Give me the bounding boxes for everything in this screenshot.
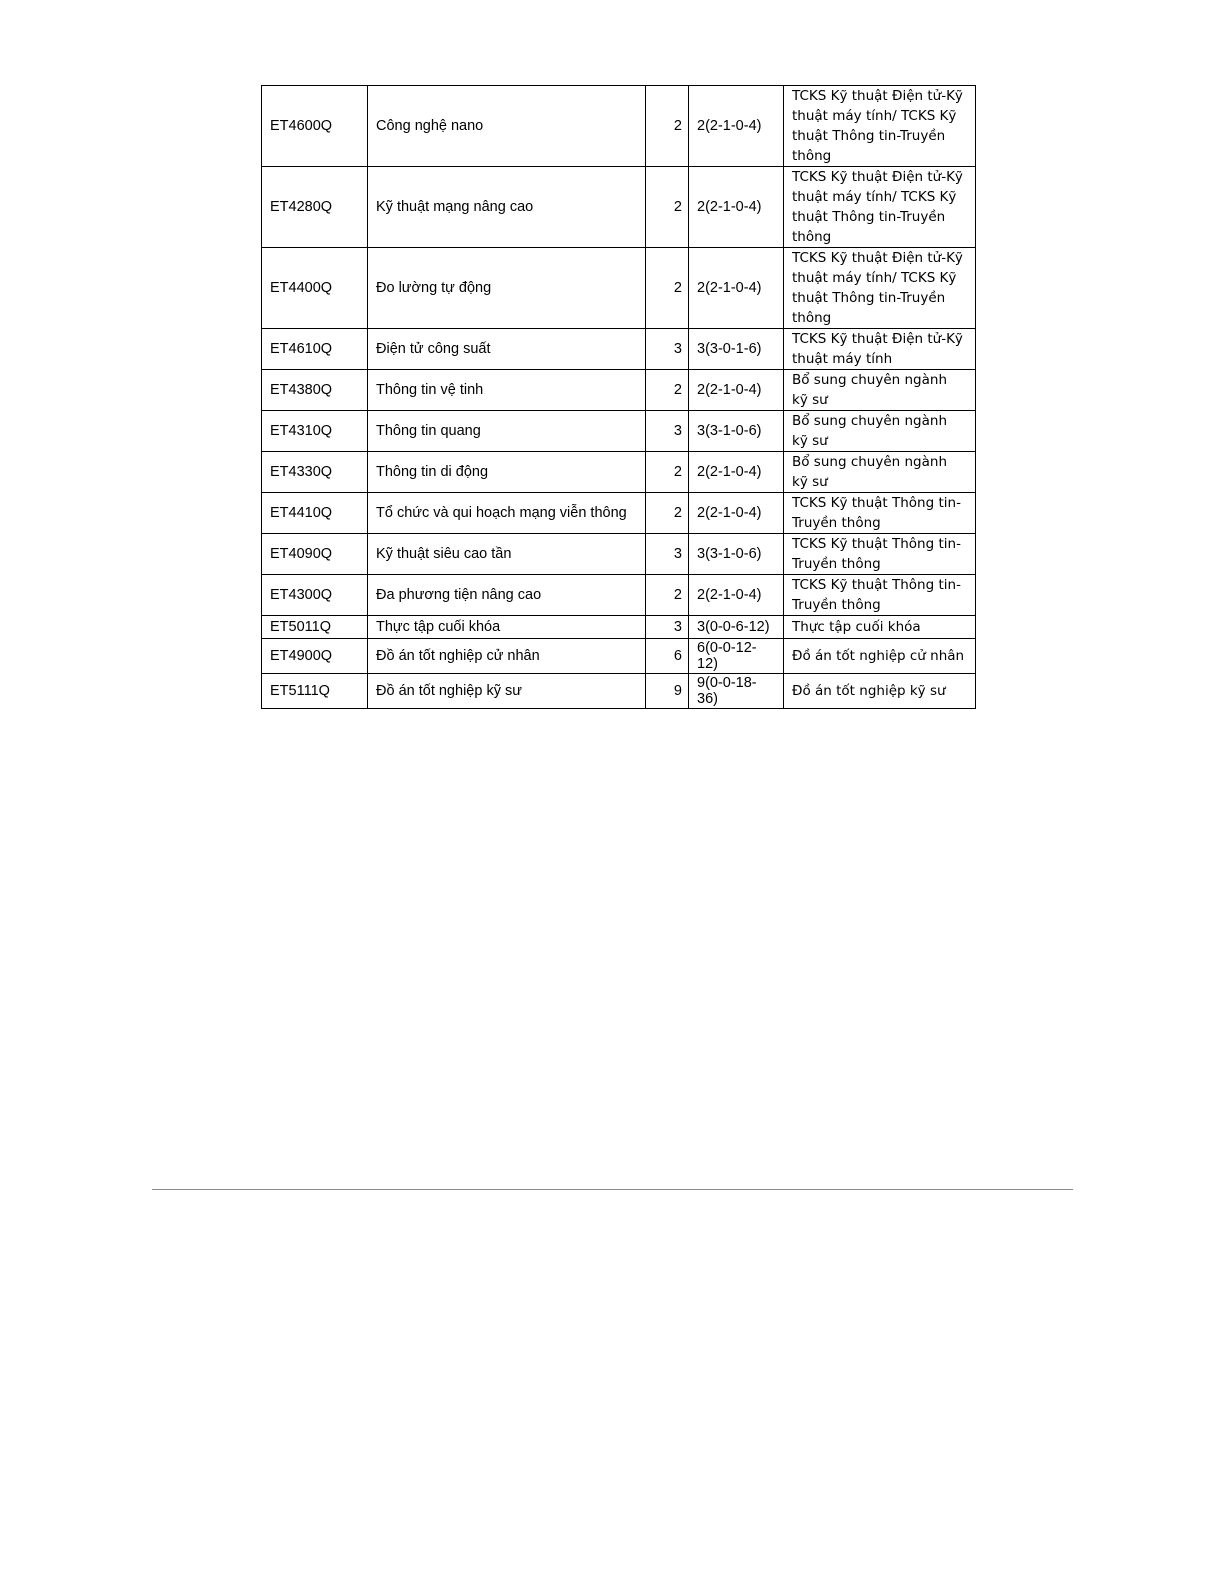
course-hours: 3(0-0-6-12) xyxy=(689,616,784,639)
course-note: Đồ án tốt nghiệp kỹ sư xyxy=(784,674,976,709)
course-note: TCKS Kỹ thuật Thông tin-Truyền thông xyxy=(784,575,976,616)
course-credits: 3 xyxy=(646,411,689,452)
course-credits: 2 xyxy=(646,248,689,329)
course-hours: 2(2-1-0-4) xyxy=(689,575,784,616)
table-row xyxy=(262,329,976,370)
course-note: TCKS Kỹ thuật Điện tử-Kỹ thuật máy tính xyxy=(784,329,976,370)
course-note: Bổ sung chuyên ngành kỹ sư xyxy=(784,370,976,411)
table-row xyxy=(262,493,976,534)
course-name: Tổ chức và qui hoạch mạng viễn thông xyxy=(368,493,646,534)
course-name: Đo lường tự động xyxy=(368,248,646,329)
course-code: ET4610Q xyxy=(262,329,368,370)
course-name: Thực tập cuối khóa xyxy=(368,616,646,639)
course-name: Thông tin quang xyxy=(368,411,646,452)
course-hours: 2(2-1-0-4) xyxy=(689,167,784,248)
course-code: ET4410Q xyxy=(262,493,368,534)
course-hours: 3(3-0-1-6) xyxy=(689,329,784,370)
course-credits: 2 xyxy=(646,493,689,534)
course-name: Đồ án tốt nghiệp cử nhân xyxy=(368,639,646,674)
course-hours: 2(2-1-0-4) xyxy=(689,86,784,167)
course-note: Thực tập cuối khóa xyxy=(784,616,976,639)
course-note: TCKS Kỹ thuật Điện tử-Kỹ thuật máy tính/ TCKS Kỹ thuật Thông tin-Truyền thông xyxy=(784,167,976,248)
course-note: TCKS Kỹ thuật Thông tin-Truyền thông xyxy=(784,493,976,534)
course-code: ET4400Q xyxy=(262,248,368,329)
course-code: ET5011Q xyxy=(262,616,368,639)
table-row xyxy=(262,248,976,329)
course-name: Đa phương tiện nâng cao xyxy=(368,575,646,616)
course-hours: 2(2-1-0-4) xyxy=(689,452,784,493)
table-row xyxy=(262,370,976,411)
course-credits: 3 xyxy=(646,534,689,575)
course-credits: 2 xyxy=(646,167,689,248)
course-note: TCKS Kỹ thuật Điện tử-Kỹ thuật máy tính/ TCKS Kỹ thuật Thông tin-Truyền thông xyxy=(784,248,976,329)
course-hours: 6(0-0-12-12) xyxy=(689,639,784,674)
course-code: ET4330Q xyxy=(262,452,368,493)
course-credits: 2 xyxy=(646,575,689,616)
table-row xyxy=(262,411,976,452)
table-row xyxy=(262,575,976,616)
course-code: ET4090Q xyxy=(262,534,368,575)
table-row xyxy=(262,639,976,674)
course-code: ET4600Q xyxy=(262,86,368,167)
course-note: Bổ sung chuyên ngành kỹ sư xyxy=(784,452,976,493)
course-code: ET4380Q xyxy=(262,370,368,411)
course-hours: 3(3-1-0-6) xyxy=(689,534,784,575)
course-hours: 9(0-0-18-36) xyxy=(689,674,784,709)
course-code: ET4280Q xyxy=(262,167,368,248)
course-note: TCKS Kỹ thuật Điện tử-Kỹ thuật máy tính/ TCKS Kỹ thuật Thông tin-Truyền thông xyxy=(784,86,976,167)
course-credits: 3 xyxy=(646,616,689,639)
course-credits: 2 xyxy=(646,452,689,493)
table-row xyxy=(262,167,976,248)
footer-divider xyxy=(152,1189,1073,1190)
course-note: Đồ án tốt nghiệp cử nhân xyxy=(784,639,976,674)
course-code: ET4300Q xyxy=(262,575,368,616)
course-note: Bổ sung chuyên ngành kỹ sư xyxy=(784,411,976,452)
course-hours: 2(2-1-0-4) xyxy=(689,493,784,534)
course-name: Điện tử công suất xyxy=(368,329,646,370)
course-credits: 3 xyxy=(646,329,689,370)
table-row xyxy=(262,86,976,167)
course-name: Thông tin vệ tinh xyxy=(368,370,646,411)
course-table xyxy=(261,85,976,709)
table-row xyxy=(262,534,976,575)
course-code: ET4900Q xyxy=(262,639,368,674)
table-row xyxy=(262,616,976,639)
course-credits: 9 xyxy=(646,674,689,709)
course-name: Thông tin di động xyxy=(368,452,646,493)
course-name: Kỹ thuật siêu cao tần xyxy=(368,534,646,575)
course-credits: 2 xyxy=(646,370,689,411)
course-credits: 2 xyxy=(646,86,689,167)
course-name: Kỹ thuật mạng nâng cao xyxy=(368,167,646,248)
course-note: TCKS Kỹ thuật Thông tin-Truyền thông xyxy=(784,534,976,575)
course-credits: 6 xyxy=(646,639,689,674)
course-code: ET5111Q xyxy=(262,674,368,709)
table-row xyxy=(262,452,976,493)
course-hours: 2(2-1-0-4) xyxy=(689,370,784,411)
course-hours: 2(2-1-0-4) xyxy=(689,248,784,329)
course-code: ET4310Q xyxy=(262,411,368,452)
table-row xyxy=(262,674,976,709)
course-name: Đồ án tốt nghiệp kỹ sư xyxy=(368,674,646,709)
course-hours: 3(3-1-0-6) xyxy=(689,411,784,452)
course-name: Công nghệ nano xyxy=(368,86,646,167)
